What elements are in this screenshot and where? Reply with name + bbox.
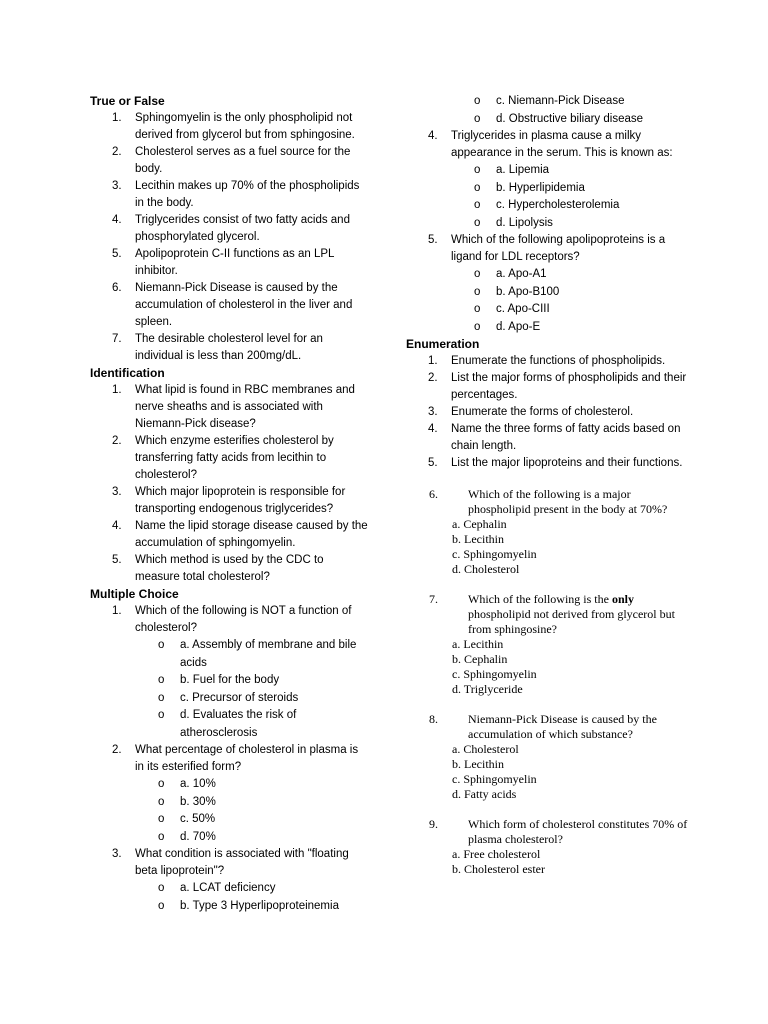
multiple-choice-list [90,742,370,776]
question-text [429,592,696,637]
list-item [90,280,370,331]
question-text [429,817,696,847]
bullet-icon: o [158,674,165,686]
question-9-block [429,817,696,877]
option-item [135,707,370,742]
option-item: d. Fatty acids [452,787,517,801]
option-item: a. Cholesterol [452,742,519,756]
bullet-icon: o [474,181,481,194]
bullet-icon: o [158,882,165,894]
item-number: 8. [429,712,438,726]
item-number: 7. [429,592,438,606]
option-item [451,215,696,233]
item-text: Niemann-Pick Disease is caused by the accumulation of cholesterol in the liver and spleen. [135,282,353,328]
option-item: d. Cholesterol [452,562,520,576]
item-text: The desirable cholesterol level for an individual is less than 200mg/dL. [135,333,323,362]
option-text: d. Evaluates the risk of atherosclerosis [180,709,297,739]
item-text: Which major lipoprotein is responsible for transporting endogenous triglycerides? [135,486,346,515]
multiple-choice-heading: Multiple Choice [90,587,179,601]
option-item [451,266,696,284]
list-item [90,518,370,552]
item-text: Which enzyme esterifies cholesterol by transferring fatty acids from lecithin to cholesterol? [135,435,334,481]
option-item [451,111,696,129]
bullet-icon: o [474,199,481,211]
item-number: 7. [112,333,122,345]
option-item [451,197,696,215]
question-item [90,603,370,637]
item-number: 6. [112,282,122,294]
option-item [135,794,370,812]
item-number: 1. [112,384,122,396]
list-item [90,552,370,586]
option-item: d. Triglyceride [452,682,523,696]
item-number: 2. [112,435,122,447]
item-number: 4. [112,214,122,226]
item-number: 2. [112,744,122,756]
item-number: 4. [428,423,438,435]
bullet-icon: o [474,268,481,280]
list-item [406,455,696,472]
option-item: c. Sphingomyelin [452,772,537,786]
bullet-icon: o [158,778,165,790]
bullet-icon: o [474,95,481,107]
right-column [406,93,696,877]
spacer [406,577,696,592]
list-item [90,246,370,280]
option-item [451,301,696,319]
item-text: List the major lipoproteins and their functions. [451,457,683,469]
option-text: a. LCAT deficiency [180,882,276,894]
question-text [429,712,696,742]
question-label: Which of the following is the [468,592,612,606]
question-item [406,232,696,266]
left-column [90,93,370,915]
item-number: 2. [112,146,122,158]
multiple-choice-list [90,603,370,637]
list-item [406,421,696,455]
item-text: Enumerate the forms of cholesterol. [451,406,634,418]
bullet-icon: o [158,709,165,721]
item-number: 3. [112,486,122,498]
option-text: c. Precursor of steroids [180,691,299,704]
option-item: a. Cephalin [452,517,507,531]
list-item [90,382,370,433]
option-text: b. Hyperlipidemia [496,181,585,194]
options-list [135,637,370,742]
option-item: b. Lecithin [452,757,504,771]
list-item [90,178,370,212]
question-8-block [429,712,696,802]
bullet-icon: o [158,899,165,912]
question-text: Triglycerides in plasma cause a milky appearance in the serum. This is known as: [451,130,673,159]
question-text [429,487,696,517]
option-item [135,898,370,916]
question-label: Which form of cholesterol constitutes 70% of plasma cholesterol? [468,817,688,846]
option-text: c. 50% [180,813,216,825]
option-text: b. Fuel for the body [180,674,280,686]
option-text: a. Apo-A1 [496,268,547,280]
item-text: Triglycerides consist of two fatty acids and phosphorylated glycerol. [135,214,350,243]
item-number: 4. [428,130,438,142]
option-item [451,319,696,337]
item-text: Which method is used by the CDC to measure total cholesterol? [135,554,324,583]
identification-heading: Identification [90,366,165,380]
question-item [406,128,696,162]
option-text: d. Apo-E [496,320,541,333]
true-false-list [90,110,370,365]
spacer [406,472,696,487]
emphasis-text: only [611,592,634,606]
question-label: Which of the following is a major phospholipid present in the body at 70%? [468,487,668,516]
option-text: d. Lipolysis [496,216,553,229]
list-item [90,484,370,518]
identification-list [90,382,370,586]
list-item [406,353,696,370]
option-text: b. Apo-B100 [496,285,560,298]
list-item [90,144,370,178]
item-number: 5. [112,554,122,566]
options-list [451,266,696,336]
item-number: 5. [428,457,438,469]
item-number: 1. [112,605,122,617]
list-item [406,370,696,404]
item-number: 3. [112,848,122,860]
question-label: phospholipid not derived from glycerol but from sphingosine? [468,607,675,636]
bullet-icon: o [474,216,481,229]
option-item [451,180,696,198]
option-item: c. Sphingomyelin [452,667,537,681]
option-item [135,829,370,847]
options-list [451,162,696,232]
enumeration-list [406,353,696,472]
option-text: a. Lipemia [496,164,550,176]
option-item: b. Lecithin [452,532,504,546]
option-item: b. Cholesterol ester [452,862,545,876]
question-item [90,846,370,880]
bullet-icon: o [474,112,481,125]
question-text: What condition is associated with "floating beta lipoprotein"? [135,848,349,877]
option-item [135,880,370,898]
item-number: 1. [112,112,122,124]
list-item [406,404,696,421]
item-number: 5. [428,234,438,246]
item-text: Sphingomyelin is the only phospholipid not derived from glycerol but from sphingosine. [135,112,355,141]
bullet-icon: o [474,285,481,298]
item-number: 2. [428,372,438,384]
option-item: c. Sphingomyelin [452,547,537,561]
option-text: d. Obstructive biliary disease [496,112,644,125]
item-text: Cholesterol serves as a fuel source for the body. [135,146,351,175]
item-number: 6. [429,487,438,501]
option-item [135,672,370,690]
option-text: a. 10% [180,778,216,790]
options-list [135,776,370,846]
option-item [451,93,696,111]
option-text: a. Assembly of membrane and bile acids [180,639,357,669]
item-number: 3. [428,406,438,418]
options-list [135,880,370,915]
option-text: c. Niemann-Pick Disease [496,95,625,107]
item-text: What lipid is found in RBC membranes and nerve sheaths and is associated with Niemann-Pick disease? [135,384,355,430]
bullet-icon: o [158,691,165,704]
multiple-choice-list [90,846,370,880]
option-item [135,776,370,794]
bullet-icon: o [474,320,481,333]
question-7-block [429,592,696,697]
list-item [90,331,370,365]
item-text: Enumerate the functions of phospholipids. [451,355,666,367]
question-label: Niemann-Pick Disease is caused by the accumulation of which substance? [468,712,657,741]
question-text: What percentage of cholesterol in plasma is in its esterified form? [135,744,359,773]
list-item [90,433,370,484]
option-item [451,162,696,180]
option-text: b. 30% [180,795,216,808]
item-text: Name the three forms of fatty acids based on chain length. [451,423,681,452]
multiple-choice-list [406,128,696,162]
bullet-icon: o [158,830,165,843]
question-text: Which of the following apolipoproteins is a ligand for LDL receptors? [451,234,666,263]
bullet-icon: o [474,303,481,315]
option-item [135,690,370,708]
item-text: Apolipoprotein C-II functions as an LPL inhibitor. [135,248,335,277]
bullet-icon: o [158,639,165,651]
multiple-choice-list [406,232,696,266]
list-item [90,212,370,246]
true-false-heading: True or False [90,94,165,108]
item-number: 9. [429,817,438,831]
item-number: 3. [112,180,122,192]
option-item: b. Cephalin [452,652,508,666]
bullet-icon: o [158,813,165,825]
option-text: d. 70% [180,830,216,843]
list-item [90,110,370,144]
item-number: 4. [112,520,122,532]
item-text: Name the lipid storage disease caused by the accumulation of sphingomyelin. [135,520,368,549]
spacer [406,802,696,817]
question-item [90,742,370,776]
item-number: 1. [428,355,438,367]
spacer [406,697,696,712]
option-item: a. Lecithin [452,637,504,651]
option-item [135,811,370,829]
option-text: b. Type 3 Hyperlipoproteinemia [180,899,339,912]
bullet-icon: o [474,164,481,176]
options-list [451,93,696,128]
bullet-icon: o [158,795,165,808]
item-text: Lecithin makes up 70% of the phospholipids in the body. [135,180,360,209]
option-item [451,284,696,302]
option-item [135,637,370,672]
option-item: a. Free cholesterol [452,847,541,861]
question-text: Which of the following is NOT a function of cholesterol? [135,605,352,634]
enumeration-heading: Enumeration [406,337,480,351]
item-number: 5. [112,248,122,260]
item-text: List the major forms of phospholipids and their percentages. [451,372,687,401]
question-6-block [429,487,696,577]
option-text: c. Apo-CIII [496,303,550,315]
option-text: c. Hypercholesterolemia [496,199,620,211]
